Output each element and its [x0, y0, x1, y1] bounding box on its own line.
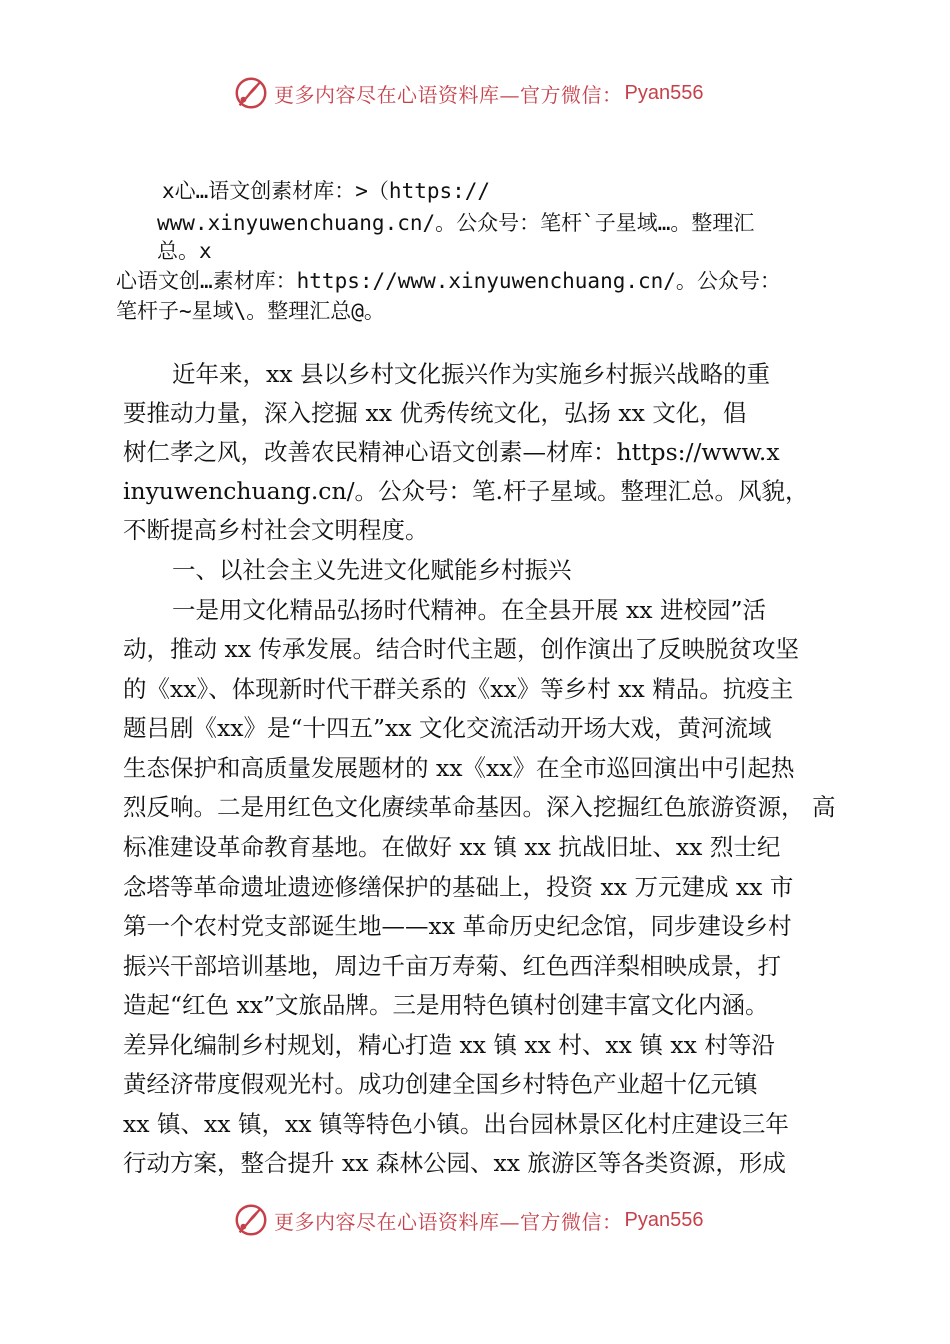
body-line-4: inyuwenchuang.cn/。公众号：笔.杆子星域。整理汇总。风貌，	[123, 477, 809, 505]
body-line-20: xx 镇、xx 镇，xx 镇等特色小镇。出台园林景区化村庄建设三年	[123, 1110, 789, 1138]
body-line-12: 烈反响。二是用红色文化赓续革命基因。深入挖掘红色旅游资源， 高	[123, 793, 836, 821]
body-line-3: 树仁孝之风，改善农民精神心语文创素—材库：https://www.x	[123, 438, 780, 466]
body-line-18: 差异化编制乡村规划，精心打造 xx 镇 xx 村、xx 镇 xx 村等沿	[123, 1031, 775, 1059]
bottom-banner	[232, 1200, 703, 1240]
banner-wechat-id: Pyan556	[624, 1208, 704, 1231]
body-line-16: 振兴干部培训基地，周边千亩万寿菊、红色西洋梨相映成景，打	[123, 952, 781, 980]
header-line-4: 心语文创…素材库：https://www.xinyuwenchuang.cn/。公众号：	[116, 269, 781, 293]
quill-logo-icon	[232, 1201, 270, 1239]
header-line-1: x心…语文创素材库：>（https://	[162, 179, 491, 203]
banner-text: 更多内容尽在心语资料库—官方微信：	[274, 1209, 623, 1234]
body-line-14: 念塔等革命遗址遗迹修缮保护的基础上，投资 xx 万元建成 xx 市	[123, 873, 794, 901]
top-banner	[232, 73, 703, 113]
quill-logo-icon	[232, 74, 270, 112]
body-line-1: 近年来，xx 县以乡村文化振兴作为实施乡村振兴战略的重	[172, 360, 770, 388]
body-line-8: 动，推动 xx 传承发展。结合时代主题，创作演出了反映脱贫攻坚	[123, 635, 799, 663]
header-line-2: www.xinyuwenchuang.cn/。公众号：笔杆`子星域…。整理汇	[157, 211, 755, 235]
body-line-17: 造起“红色 xx”文旅品牌。三是用特色镇村创建丰富文化内涵。	[123, 991, 769, 1019]
body-line-19: 黄经济带度假观光村。成功创建全国乡村特色产业超十亿元镇	[123, 1070, 758, 1098]
body-line-21: 行动方案，整合提升 xx 森林公园、xx 旅游区等各类资源，形成	[123, 1149, 786, 1177]
header-line-5: 笔杆子~星域\。整理汇总@。	[116, 299, 385, 323]
header-line-3: 总。x	[157, 239, 212, 263]
body-line-5: 不断提高乡村社会文明程度。	[123, 516, 429, 544]
body-line-13: 标准建设革命教育基地。在做好 xx 镇 xx 抗战旧址、xx 烈士纪	[123, 833, 781, 861]
body-line-9: 的《xx》、体现新时代干群关系的《xx》等乡村 xx 精品。抗疫主	[123, 675, 794, 703]
body-line-7: 一是用文化精品弘扬时代精神。在全县开展 xx 进校园”活	[172, 596, 766, 624]
banner-text: 更多内容尽在心语资料库—官方微信：	[274, 82, 623, 107]
body-line-10: 题吕剧《xx》是“十四五”xx 文化交流活动开场大戏，黄河流域	[123, 714, 772, 742]
section-heading: 一、以社会主义先进文化赋能乡村振兴	[172, 556, 572, 584]
body-line-15: 第一个农村党支部诞生地——xx 革命历史纪念馆，同步建设乡村	[123, 912, 792, 940]
body-line-2: 要推动力量，深入挖掘 xx 优秀传统文化，弘扬 xx 文化，倡	[123, 399, 747, 427]
banner-wechat-id: Pyan556	[624, 81, 704, 104]
body-line-11: 生态保护和高质量发展题材的 xx《xx》在全市巡回演出中引起热	[123, 754, 795, 782]
